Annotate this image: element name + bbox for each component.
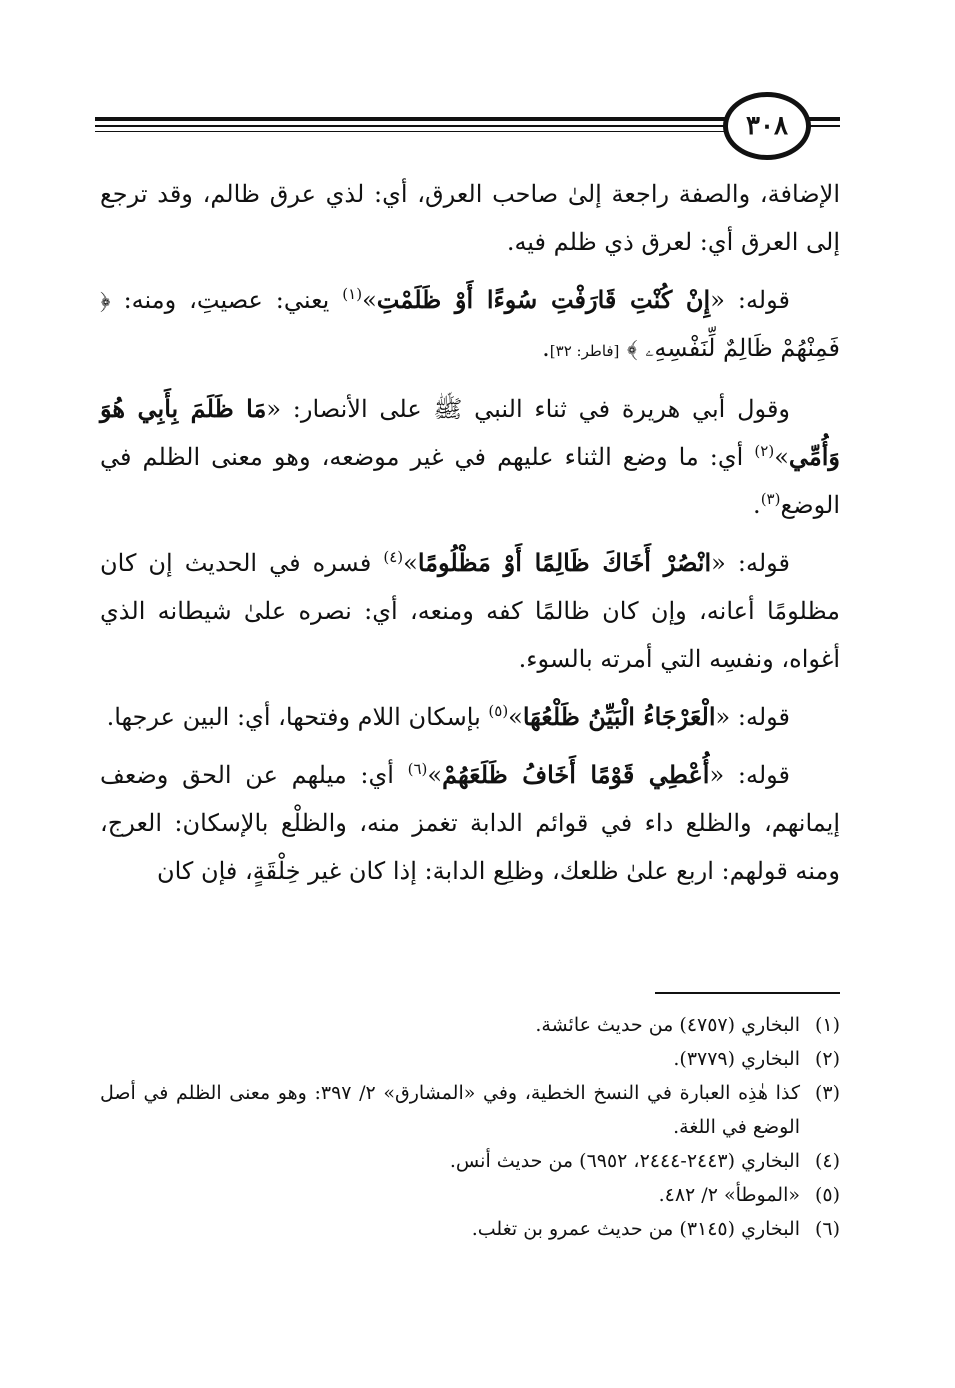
footnote-marker: (١): [342, 285, 363, 303]
paragraph-text: قوله: «: [709, 761, 790, 789]
footnote-marker: (٢): [754, 442, 775, 460]
footnote-number: (٣): [814, 1082, 840, 1104]
footnote: [100, 1076, 840, 1144]
paragraph-text: يعني: عصيتِ، ومنه: ﴿ فَمِنْهُمْ ظَالِمٌ لِّنَفْسِهِۦ ﴾: [100, 286, 840, 362]
footnote-number: (٦): [814, 1218, 840, 1240]
footnote-number: (١): [814, 1014, 840, 1036]
paragraph-text: قوله: «: [715, 703, 790, 731]
paragraph-text: .: [753, 491, 761, 519]
paragraph: [100, 276, 840, 375]
footnote-marker: (٤): [383, 548, 404, 566]
paragraph-text: وقول أبي هريرة في ثناء النبي ﷺ على الأنصار: «: [266, 395, 790, 423]
footnote-text: البخاري (٣١٤٥) من حديث عمرو بن تغلب.: [471, 1218, 800, 1240]
page-header: [95, 92, 840, 164]
paragraph: [100, 385, 840, 529]
hadith-quote: أُعْطِي قَوْمًا أَخَافُ ظَلَعَهُمْ: [442, 760, 710, 789]
header-rule-thick: [95, 117, 735, 121]
footnote-text: البخاري (٤٧٥٧) من حديث عائشة.: [535, 1014, 800, 1036]
footnote-marker: (٥): [488, 702, 509, 720]
footnote: [100, 1008, 840, 1042]
paragraph-text: »: [427, 761, 443, 789]
paragraph-text: »: [508, 703, 523, 731]
footnote-number: (٢): [814, 1048, 840, 1070]
paragraph-text: »: [774, 443, 789, 471]
footnote-text: كذا هٰذِه العبارة في النسخ الخطية، وفي «المشارق» ٢/ ٣٩٧: وهو معنى الظلم في أصل الوضع في اللغة.: [100, 1082, 800, 1138]
footnote: [100, 1042, 840, 1076]
paragraph-text: فسره في الحديث إن كان مظلومًا أعانه، وإن كان ظالمًا كفه ومنعه، أي: نصره علىٰ شيطانه الذي أغواه، ونفسِه التي أمرته بالسوء.: [100, 549, 840, 673]
paragraph: [100, 170, 840, 266]
hadith-quote: مَا ظَلَمَ بِأَبِي هُوَ وَأُمِّي: [100, 394, 840, 471]
footnote-marker: (٦): [407, 760, 428, 778]
paragraph-text: »: [362, 286, 377, 314]
hadith-quote: الْعَرْجَاءُ الْبَيِّنُ ظَلْعُهَا: [522, 702, 716, 731]
main-text: [100, 170, 840, 905]
footnote-marker: (٣): [760, 490, 781, 508]
footnote-text: البخاري (٢٤٤٣-٢٤٤٤، ٦٩٥٢) من حديث أنس.: [449, 1150, 800, 1172]
footnote-text: البخاري (٣٧٧٩).: [673, 1048, 800, 1070]
footnote: [100, 1144, 840, 1178]
paragraph-text: »: [403, 549, 418, 577]
paragraph-text: بإسكان اللام وفتحها، أي: البين عرجها.: [106, 703, 489, 731]
paragraph-text: قوله: «: [711, 549, 791, 577]
hadith-quote: انْصُرْ أَخَاكَ ظَالِمًا أَوْ مَظْلُومًا: [417, 548, 712, 577]
footnotes: [100, 1008, 840, 1246]
page-number: ٣٠٨: [723, 92, 811, 160]
footnote-number: (٥): [814, 1184, 840, 1206]
paragraph-text: .: [542, 334, 550, 362]
paragraph-text: قوله: «: [710, 286, 790, 314]
paragraph-text: أي: ما وضع الثناء عليهم في غير موضعه، وهو معنى الظلم في الوضع: [100, 443, 840, 519]
header-rule-thin: [95, 131, 735, 132]
paragraph-text: أي: ميلهم عن الحق وضعف إيمانهم، والظلع داء في قوائم الدابة تغمز منه، والظلْع بالإسكان: العرج، ومنه قولهم: اربع علىٰ ظلعك، وظلِع الدابة: إذا كان غير خِلْقَةٍ، فإن كان: [100, 761, 841, 885]
quran-reference: [فاطر: ٣٢]: [549, 342, 620, 360]
footnote-number: (٤): [814, 1150, 840, 1172]
paragraph: [100, 693, 840, 741]
header-rule-medium: [95, 125, 735, 127]
footnote: [100, 1212, 840, 1246]
paragraph: [100, 751, 840, 895]
footnote-separator: [655, 992, 840, 994]
footnote: [100, 1178, 840, 1212]
paragraph: [100, 539, 840, 683]
paragraph-text: الإضافة، والصفة راجعة إلىٰ صاحب العرق، أي: لذي عرق ظالم، وقد ترجع إلى العرق أي: لعرق ذي ظلم فيه.: [100, 180, 840, 256]
hadith-quote: إِنْ كُنْتِ قَارَفْتِ سُوءًا أَوْ ظَلَمْتِ: [376, 285, 711, 314]
footnote-text: «الموطأ» ٢/ ٤٨٢.: [658, 1184, 800, 1206]
